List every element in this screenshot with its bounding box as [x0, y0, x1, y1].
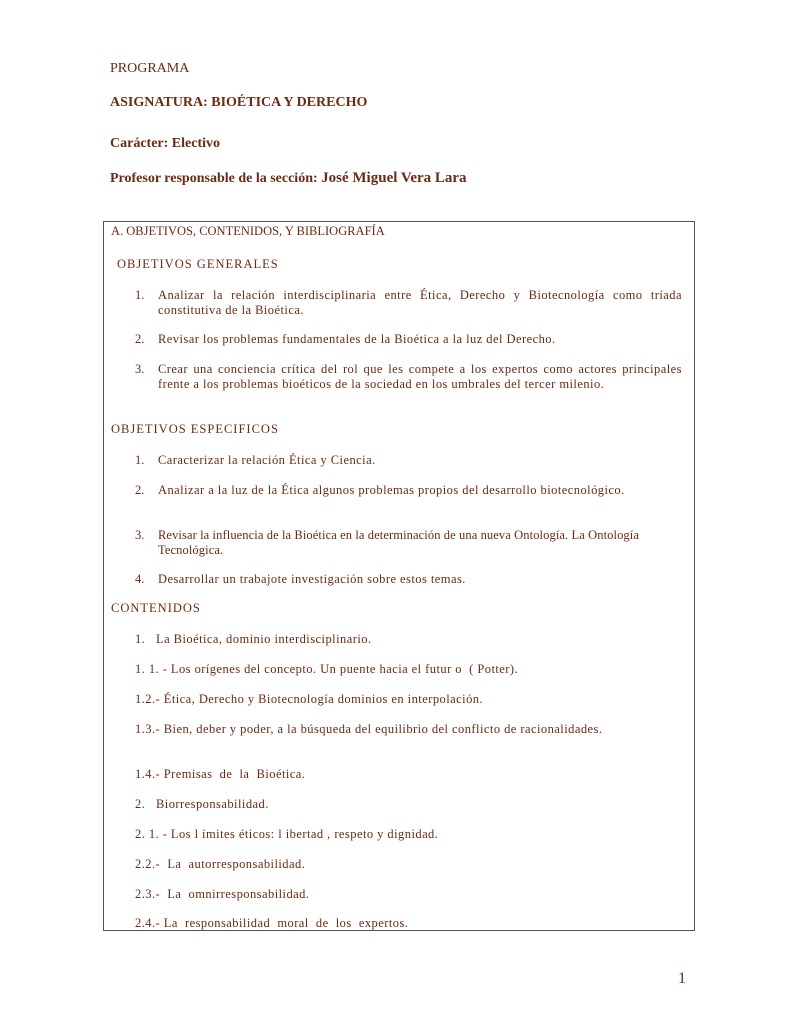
general-item-1-number: 1.: [135, 288, 145, 302]
contents-item-2-3: 2.3.- La omnirresponsabilidad.: [135, 887, 310, 901]
professor-line: [110, 170, 467, 187]
specific-item-3: Revisar la influencia de la Bioética en la determinación de una nueva Ontología. La Ontología Tecnológica.: [158, 528, 640, 557]
contents-item-1: 1. La Bioética, dominio interdisciplinario.: [135, 632, 372, 646]
professor-name: José Miguel Vera Lara: [321, 170, 467, 186]
contents-item-1-2: 1.2.- Ética, Derecho y Biotecnología dominios en interpolación.: [135, 692, 484, 706]
specific-item-4: Desarrollar un trabajote investigación sobre estos temas.: [158, 572, 466, 586]
contents-title: CONTENIDOS: [111, 601, 201, 615]
general-item-2-number: 2.: [135, 332, 145, 346]
general-item-2: Revisar los problemas fundamentales de la Bioética a la luz del Derecho.: [158, 332, 556, 346]
general-objectives-title: OBJETIVOS GENERALES: [117, 257, 279, 271]
contents-item-1-3: 1.3.- Bien, deber y poder, a la búsqueda del equilibrio del conflicto de racionalidades.: [135, 722, 603, 736]
general-item-3: Crear una conciencia crítica del rol que les compete a los expertos como actores principales frente a los problemas bioéticos de la sociedad en los umbrales del tercer milenio.: [158, 362, 682, 391]
box-heading: A. OBJETIVOS, CONTENIDOS, Y BIBLIOGRAFÍA: [111, 224, 385, 238]
program-content-box: [103, 221, 695, 931]
contents-item-1-1: 1. 1. - Los orígenes del concepto. Un puente hacia el futur o ( Potter).: [135, 662, 519, 676]
general-item-1: Analizar la relación interdisciplinaria entre Ética, Derecho y Biotecnología como tríada constitutiva de la Bioética.: [158, 288, 682, 317]
specific-item-1-number: 1.: [135, 453, 145, 467]
general-item-3-number: 3.: [135, 362, 145, 376]
specific-item-3-number: 3.: [135, 528, 145, 542]
contents-item-2: 2. Biorresponsabilidad.: [135, 797, 269, 811]
specific-item-1: Caracterizar la relación Ética y Ciencia.: [158, 453, 376, 467]
page-number: 1: [678, 970, 686, 987]
contents-item-2-4: 2.4.- La responsabilidad moral de los expertos.: [135, 916, 409, 930]
contents-item-2-2: 2.2.- La autorresponsabilidad.: [135, 857, 306, 871]
specific-item-4-number: 4.: [135, 572, 145, 586]
contents-item-2-1: 2. 1. - Los l ímites éticos: l ibertad , respeto y dignidad.: [135, 827, 439, 841]
specific-item-2: Analizar a la luz de la Ética algunos problemas propios del desarrollo biotecnológico.: [158, 483, 625, 497]
subject-heading: ASIGNATURA: BIOÉTICA Y DERECHO: [110, 95, 368, 110]
contents-item-1-4: 1.4.- Premisas de la Bioética.: [135, 767, 306, 781]
professor-label: Profesor responsable de la sección:: [110, 171, 318, 186]
specific-item-2-number: 2.: [135, 483, 145, 497]
page-title: PROGRAMA: [110, 61, 190, 76]
specific-objectives-title: OBJETIVOS ESPECIFICOS: [111, 422, 279, 436]
character-line: Carácter: Electivo: [110, 136, 220, 151]
